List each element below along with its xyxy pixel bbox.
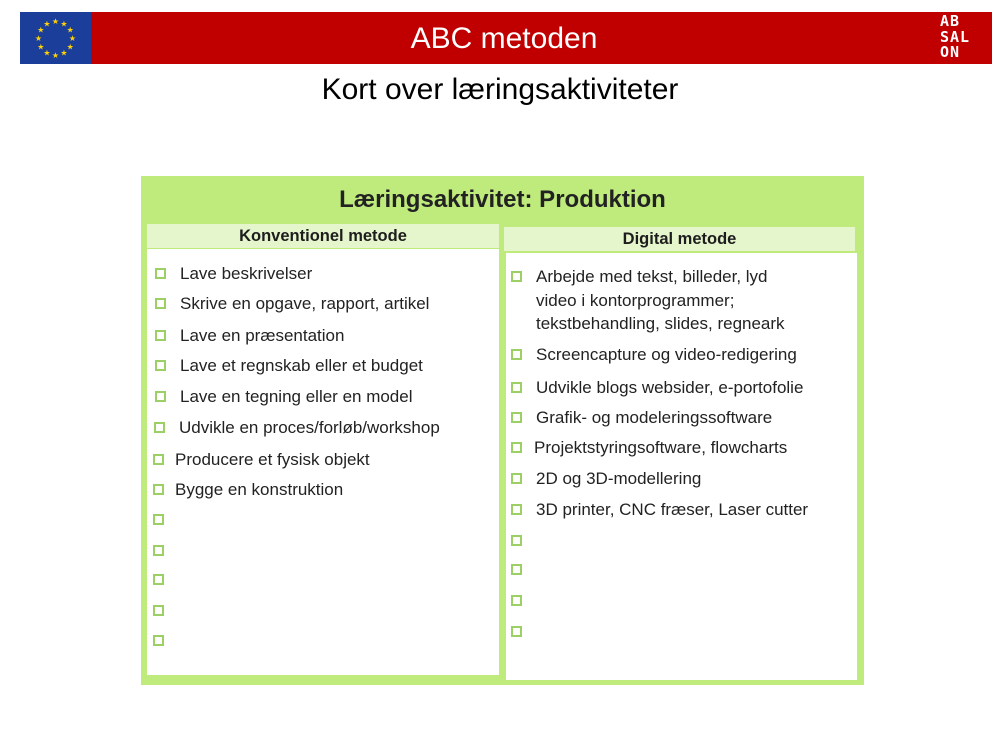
list-item [155, 292, 429, 316]
item-text: 2D og 3D-modellering [536, 469, 702, 488]
flag-star: ★ [51, 51, 60, 60]
list-item [511, 467, 701, 491]
flag-star: ★ [34, 34, 43, 43]
absalon-logo [940, 14, 996, 64]
item-text: Grafik- og modeleringssoftware [536, 408, 773, 427]
item-text: Screencapture og video-redigering [536, 345, 797, 364]
checkbox-icon[interactable] [511, 382, 522, 393]
empty-checkbox-icon[interactable] [153, 545, 164, 556]
checkbox-icon[interactable] [155, 298, 166, 309]
checkbox-icon[interactable] [511, 473, 522, 484]
digital-heading: Digital metode [504, 227, 855, 251]
item-text: Projektstyringsoftware, flowcharts [534, 438, 788, 457]
empty-checkbox-icon[interactable] [511, 626, 522, 637]
flag-star: ★ [66, 25, 74, 35]
list-item [155, 385, 413, 409]
logo-line: ON [940, 43, 961, 61]
checkbox-icon[interactable] [155, 268, 166, 279]
flag-star: ★ [60, 19, 68, 29]
list-item [155, 324, 344, 348]
page-subtitle: Kort over læringsaktiviteter [321, 73, 679, 106]
digital-column [506, 253, 857, 680]
item-text: Udvikle blogs websider, e-portofolie [536, 378, 804, 397]
list-item [511, 406, 772, 430]
list-item [511, 498, 808, 522]
checkbox-icon[interactable] [511, 442, 522, 453]
checkbox-icon[interactable] [511, 504, 522, 515]
list-item [511, 265, 811, 336]
flag-star: ★ [60, 48, 68, 58]
conventional-column [147, 249, 499, 675]
empty-checkbox-icon[interactable] [153, 514, 164, 525]
item-text: Udvikle en proces/forløb/workshop [179, 418, 440, 437]
list-item [153, 448, 370, 472]
item-text: Producere et fysisk objekt [175, 450, 370, 469]
item-text: Lave en præsentation [180, 326, 345, 345]
empty-checkbox-icon[interactable] [153, 605, 164, 616]
empty-checkbox-icon[interactable] [511, 564, 522, 575]
empty-checkbox-icon[interactable] [153, 574, 164, 585]
card-title: Læringsaktivitet: Produktion [339, 186, 666, 213]
item-text: Skrive en opgave, rapport, artikel [180, 294, 430, 313]
item-text: 3D printer, CNC fræser, Laser cutter [536, 500, 809, 519]
list-item [153, 478, 343, 502]
checkbox-icon[interactable] [155, 391, 166, 402]
flag-star: ★ [43, 48, 51, 58]
list-item [154, 416, 440, 440]
logo-line: AB [940, 12, 961, 30]
checkbox-icon[interactable] [155, 330, 166, 341]
checkbox-icon[interactable] [511, 349, 522, 360]
checkbox-icon[interactable] [511, 271, 522, 282]
item-text: Lave beskrivelser [180, 264, 313, 283]
list-item [511, 436, 787, 460]
checkbox-icon[interactable] [155, 360, 166, 371]
flag-star: ★ [37, 42, 45, 52]
list-item [155, 354, 423, 378]
empty-checkbox-icon[interactable] [153, 635, 164, 646]
page-header-title: ABC metoden [410, 22, 598, 55]
item-text: Bygge en konstruktion [175, 480, 344, 499]
empty-checkbox-icon[interactable] [511, 535, 522, 546]
item-text: Arbejde med tekst, billeder, lyd video i kontorprogrammer; tekstbehandling, slides, regneark [536, 267, 785, 333]
checkbox-icon[interactable] [154, 422, 165, 433]
flag-star: ★ [43, 19, 51, 29]
item-text: Lave en tegning eller en model [180, 387, 413, 406]
conventional-heading: Konventionel metode [147, 224, 499, 248]
logo-line: SAL [940, 27, 971, 46]
checkbox-icon[interactable] [511, 412, 522, 423]
flag-star: ★ [68, 34, 77, 43]
flag-star: ★ [37, 25, 45, 35]
checkbox-icon[interactable] [153, 484, 164, 495]
activity-card [141, 176, 864, 685]
item-text: Lave et regnskab eller et budget [180, 356, 423, 375]
list-item [155, 262, 312, 286]
list-item [511, 376, 803, 400]
list-item [511, 343, 797, 367]
flag-star: ★ [51, 17, 60, 26]
flag-star: ★ [66, 42, 74, 52]
checkbox-icon[interactable] [153, 454, 164, 465]
empty-checkbox-icon[interactable] [511, 595, 522, 606]
